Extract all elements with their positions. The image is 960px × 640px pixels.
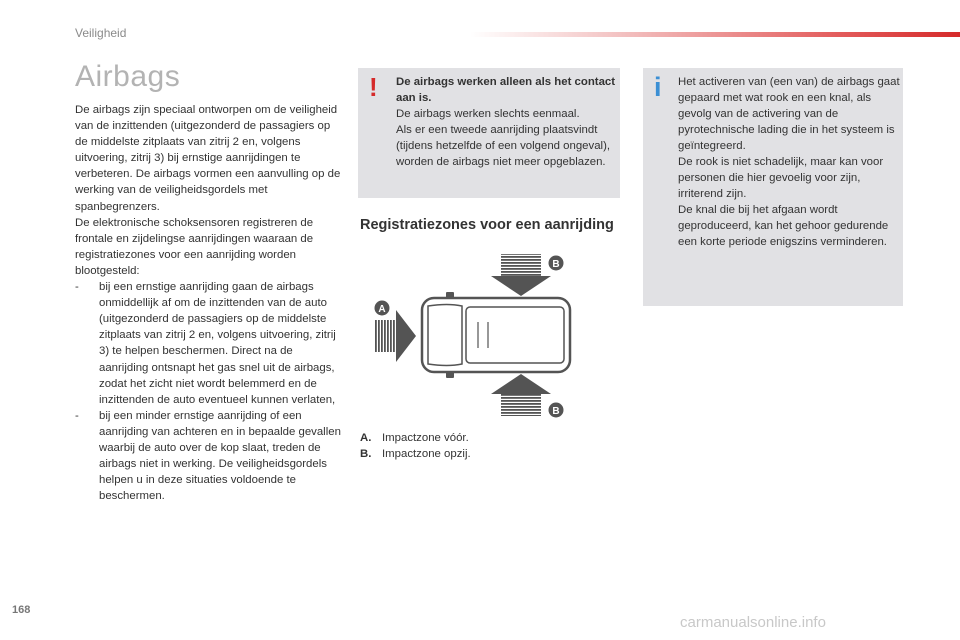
intro-paragraph-1: De airbags zijn speciaal ontworpen om de veiligheid van de inzittenden (uitgezonderd de passagiers op de middelste zitplaats van zitrij 2 en, volgens uitvoering, zitrij 3) bij ernstige aanrijdingen te verbeteren. De airbags vormen een aanvulling op de werking van de veiligheidsgordels met spanbegrenzers. — [75, 104, 341, 213]
legend-text: Impactzone vóór. — [382, 432, 469, 444]
marker-b-bottom-label: B — [552, 406, 560, 417]
side-impact-arrow-bottom — [491, 374, 551, 416]
info-paragraph-1: Het activeren van (een van) de airbags gaat gepaard met wat rook en een knal, als gevolg van de activering van de pyrotechnische lading die in het systeem is geïntegreerd. — [678, 76, 900, 152]
side-impact-arrow-top — [491, 254, 551, 296]
marker-b-top — [549, 256, 564, 271]
warning-icon: ! — [369, 72, 378, 102]
zones-heading: Registratiezones voor een aanrijding — [360, 217, 614, 233]
warning-text — [396, 74, 616, 170]
legend-item — [360, 430, 471, 446]
info-paragraph-2: De rook is niet schadelijk, maar kan voor personen die hier gevoelig voor zijn, irriterend zijn. — [678, 156, 884, 200]
front-impact-arrow — [374, 310, 416, 362]
page-number: 168 — [12, 604, 31, 616]
marker-b-bottom — [549, 403, 564, 418]
info-icon: i — [654, 72, 662, 102]
warning-box — [358, 68, 620, 198]
list-item — [75, 279, 343, 408]
van-top-view — [422, 292, 570, 378]
impact-zones-diagram — [366, 250, 576, 420]
list-item — [75, 408, 343, 505]
marker-a-label: A — [378, 304, 386, 315]
intro-paragraph-2: De elektronische schoksensoren registreren de frontale en zijdelingse aanrijdingen waaraan de registratiezones voor een aanrijding worden blootgesteld: — [75, 216, 314, 277]
bullet-dash: - — [75, 281, 79, 294]
section-header: Veiligheid — [75, 26, 127, 40]
bullet-text: bij een minder ernstige aanrijding of een aanrijding van achteren en in bepaalde gevallen waarbij de auto over de kop slaat, treden de airbags niet in werking. De veiligheidsgordels helpen u in deze situaties voldoende te beschermen. — [99, 409, 341, 503]
page-title: Airbags — [75, 60, 181, 93]
intro-bullets — [75, 279, 343, 504]
info-paragraph-3: De knal die bij het afgaan wordt geproduceerd, kan het gehoor gedurende een korte periode enigszins verminderen. — [678, 204, 889, 248]
bullet-dash: - — [75, 409, 79, 422]
marker-b-top-label: B — [552, 259, 560, 270]
legend-key: B. — [360, 448, 372, 460]
legend-item — [360, 446, 471, 462]
header-accent-bar — [470, 32, 960, 37]
info-text — [678, 74, 900, 250]
zones-legend — [360, 430, 471, 462]
warning-line-1: De airbags werken slechts eenmaal. — [396, 108, 580, 120]
legend-key: A. — [360, 432, 372, 444]
info-box — [643, 68, 903, 306]
intro-text — [75, 102, 343, 504]
bullet-text: bij een ernstige aanrijding gaan de airbags onmiddellijk af om de inzittenden van de auto (uitgezonderd de passagiers op de middelste zitplaats van zitrij 2 en, volgens uitvoering, zitrij 3) te helpen beschermen. Direct na de aanrijding ontsnapt het gas snel uit de airbags, zodat het zicht niet wordt belemmerd en de inzittenden de auto eventueel kunnen verlaten, — [99, 281, 336, 406]
warning-line-2: Als er een tweede aanrijding plaatsvindt (tijdens hetzelfde of een volgend ongeval), worden de airbags niet meer opgeblazen. — [396, 124, 611, 168]
legend-text: Impactzone opzij. — [382, 448, 471, 460]
marker-a — [375, 301, 390, 316]
watermark: carmanualsonline.info — [680, 614, 826, 631]
warning-title: De airbags werken alleen als het contact aan is. — [396, 76, 616, 104]
